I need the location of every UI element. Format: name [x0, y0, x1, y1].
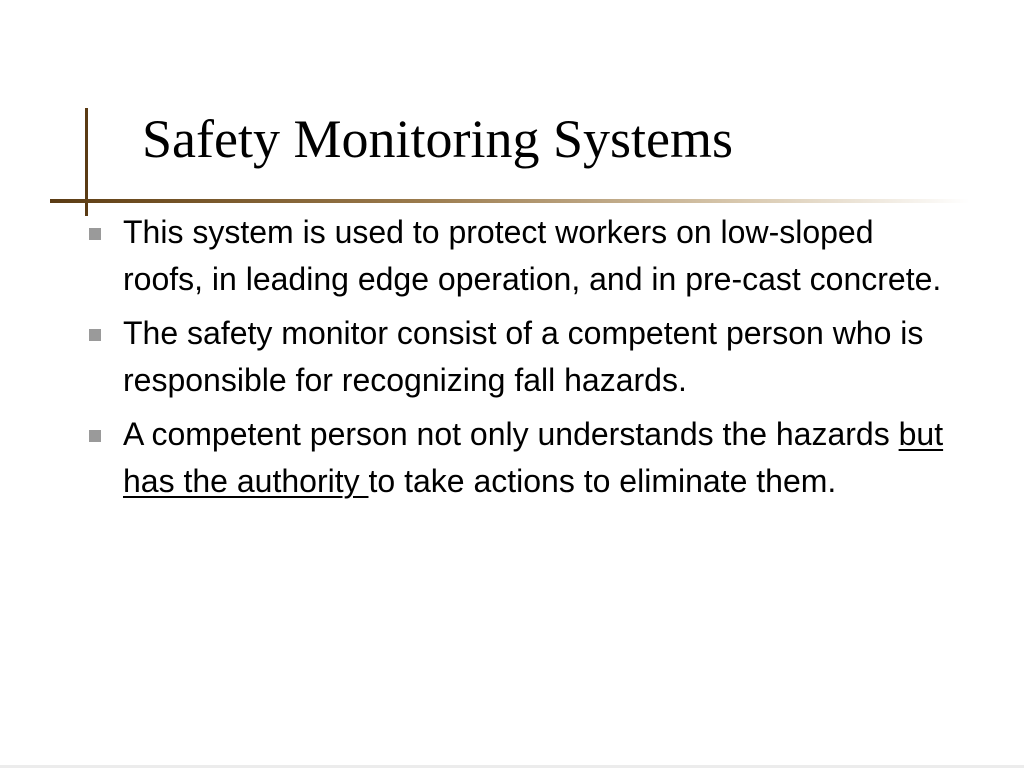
bullet-text-before: A competent person not only understands the hazards: [123, 416, 899, 452]
bullet-item-3: [84, 411, 944, 504]
horizontal-accent-line: [50, 199, 970, 203]
square-bullet-icon: [89, 430, 101, 442]
bullet-text-after: to take actions to eliminate them.: [368, 462, 837, 499]
bullet-item-2: [84, 310, 944, 403]
bullet-text-underlined: but has the authority: [123, 416, 944, 499]
bullet-text: The safety monitor consist of a competent person who is responsible for recognizing fall hazards.: [123, 315, 924, 398]
bullet-item-1: [84, 209, 944, 302]
bullet-text: This system is used to protect workers on low-sloped roofs, in leading edge operation, and in pre-cast concrete.: [123, 214, 942, 297]
bullet-list: [84, 209, 944, 512]
square-bullet-icon: [89, 329, 101, 341]
square-bullet-icon: [89, 228, 101, 240]
slide-title: Safety Monitoring Systems: [142, 109, 733, 169]
